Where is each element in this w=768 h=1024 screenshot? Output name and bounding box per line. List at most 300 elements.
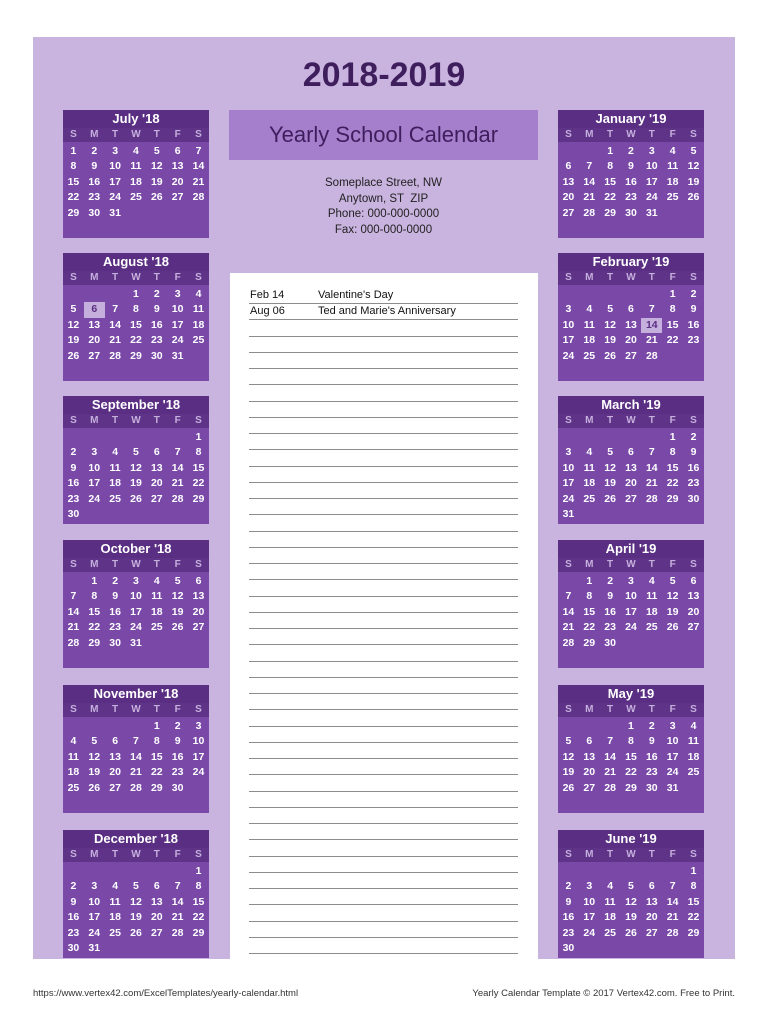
day-cell: 11 <box>109 895 121 908</box>
day-cell: 11 <box>67 750 79 763</box>
day-cell: 3 <box>91 880 98 893</box>
day-cell: 2 <box>91 145 98 157</box>
day-cell: 22 <box>130 334 142 347</box>
empty-day-cell <box>126 430 147 445</box>
empty-day-cell <box>641 430 662 445</box>
day-cell: 19 <box>67 334 80 347</box>
day-cell: 8 <box>690 880 697 893</box>
empty-day-cell <box>126 719 147 734</box>
day-grid <box>63 285 209 364</box>
weekday-letter: F <box>669 415 676 426</box>
weekday-letter: S <box>70 704 77 715</box>
weekday-header <box>63 848 209 862</box>
day-cell: 17 <box>625 605 637 618</box>
empty-day-cell <box>63 574 84 589</box>
month-name: March '19 <box>558 396 704 414</box>
day-cell: 2 <box>648 720 655 732</box>
day-cell: 8 <box>607 160 614 173</box>
day-cell: 23 <box>625 191 637 204</box>
day-cell: 1 <box>91 575 98 587</box>
day-cell: 3 <box>586 880 593 893</box>
weekday-letter: S <box>565 559 572 570</box>
day-cell: 26 <box>88 781 101 794</box>
blank-note-line <box>249 352 518 369</box>
day-cell: 16 <box>109 605 121 618</box>
day-cell: 8 <box>669 446 676 459</box>
day-cell: 18 <box>666 175 679 188</box>
day-cell: 3 <box>133 575 139 587</box>
day-cell: 17 <box>88 477 101 490</box>
day-cell: 4 <box>112 880 119 893</box>
day-cell: 28 <box>645 349 658 362</box>
day-cell: 8 <box>586 590 593 603</box>
month-name: June '19 <box>558 830 704 848</box>
day-cell: 12 <box>150 160 163 173</box>
day-cell: 18 <box>67 766 80 779</box>
day-cell: 6 <box>153 446 160 459</box>
day-cell: 2 <box>70 446 77 459</box>
day-cell: 22 <box>666 334 679 347</box>
empty-day-cell <box>600 430 621 445</box>
day-cell: 29 <box>666 492 679 505</box>
blank-note-line <box>249 758 518 775</box>
weekday-letter: T <box>607 129 614 140</box>
day-cell: 27 <box>583 781 596 794</box>
day-cell: 25 <box>583 349 596 362</box>
day-cell: 10 <box>666 735 679 748</box>
blank-note-line <box>249 433 518 450</box>
day-cell: 13 <box>687 590 700 603</box>
day-cell: 22 <box>88 621 101 634</box>
empty-day-cell <box>600 864 621 879</box>
weekday-letter: S <box>690 559 697 570</box>
weekday-letter: M <box>90 272 99 283</box>
weekday-letter: S <box>690 849 697 860</box>
weekday-letter: F <box>669 704 676 715</box>
month-name: April '19 <box>558 540 704 558</box>
day-cell: 9 <box>628 160 634 173</box>
day-cell: 13 <box>88 318 101 331</box>
calendar-title: Yearly School Calendar <box>229 110 538 160</box>
month-name: July '18 <box>63 110 209 128</box>
weekday-letter: T <box>112 849 119 860</box>
day-cell: 20 <box>645 911 658 924</box>
empty-day-cell <box>641 287 662 302</box>
day-cell: 29 <box>625 781 637 794</box>
day-cell: 14 <box>171 895 184 908</box>
blank-note-line <box>249 385 518 402</box>
day-cell: 20 <box>150 477 163 490</box>
day-grid <box>558 428 704 522</box>
day-cell: 17 <box>88 911 101 924</box>
weekday-letter: T <box>153 559 160 570</box>
day-cell: 24 <box>88 492 101 505</box>
weekday-letter: W <box>626 849 636 860</box>
day-cell: 3 <box>648 145 655 157</box>
day-cell: 26 <box>604 492 616 505</box>
empty-day-cell <box>579 864 600 879</box>
weekday-letter: M <box>90 415 99 426</box>
day-cell: 15 <box>666 461 679 474</box>
day-cell: 26 <box>687 191 700 204</box>
weekday-letter: M <box>585 129 594 140</box>
day-cell: 25 <box>109 492 121 505</box>
blank-note-line <box>249 336 518 353</box>
day-cell: 30 <box>171 781 184 794</box>
day-cell: 27 <box>192 621 205 634</box>
weekday-letter: T <box>153 704 160 715</box>
empty-day-cell <box>167 864 188 879</box>
day-grid <box>558 862 704 956</box>
day-cell: 4 <box>648 575 655 587</box>
day-cell: 23 <box>604 621 616 634</box>
day-cell: 7 <box>648 303 655 316</box>
day-cell: 20 <box>583 766 596 779</box>
day-cell: 1 <box>586 575 593 587</box>
day-cell: 1 <box>690 865 697 877</box>
weekday-letter: T <box>112 704 119 715</box>
blank-note-line <box>249 888 518 905</box>
day-cell: 19 <box>687 175 700 188</box>
day-cell: 5 <box>669 575 676 587</box>
day-cell: 29 <box>67 206 80 219</box>
day-cell: 11 <box>583 461 595 474</box>
day-cell: 2 <box>565 880 572 893</box>
event-row <box>249 303 518 320</box>
weekday-letter: F <box>669 272 676 283</box>
day-cell: 17 <box>583 911 596 924</box>
weekday-letter: T <box>112 272 119 283</box>
day-cell: 4 <box>669 145 676 157</box>
day-cell: 14 <box>171 461 184 474</box>
day-cell: 19 <box>130 911 142 924</box>
day-cell: 21 <box>192 175 205 188</box>
day-cell: 21 <box>666 911 679 924</box>
day-cell: 12 <box>67 318 80 331</box>
day-cell: 5 <box>133 446 139 459</box>
day-cell: 15 <box>67 175 80 188</box>
weekday-letter: F <box>174 129 181 140</box>
footer-url[interactable]: https://www.vertex42.com/ExcelTemplates/yearly-calendar.html <box>33 988 299 999</box>
month-name: January '19 <box>558 110 704 128</box>
address-fax: Fax: 000-000-0000 <box>334 223 433 236</box>
day-cell: 1 <box>669 431 676 443</box>
blank-note-line <box>249 645 518 662</box>
weekday-letter: S <box>70 415 77 426</box>
day-cell: 6 <box>628 303 634 316</box>
day-cell: 11 <box>192 303 205 316</box>
day-cell: 19 <box>666 605 679 618</box>
day-cell: 10 <box>625 590 637 603</box>
day-cell: 27 <box>171 191 184 204</box>
day-cell: 23 <box>171 766 184 779</box>
month-name: September '18 <box>63 396 209 414</box>
weekday-letter: T <box>112 415 119 426</box>
event-title: Valentine's Day <box>318 289 394 301</box>
day-cell: 26 <box>130 492 142 505</box>
empty-day-cell <box>579 430 600 445</box>
day-cell: 14 <box>67 605 80 618</box>
empty-day-cell <box>558 144 579 159</box>
day-cell: 23 <box>687 477 700 490</box>
month-calendar <box>558 540 704 668</box>
day-cell: 7 <box>607 735 614 748</box>
day-cell: 27 <box>687 621 700 634</box>
empty-day-cell <box>579 287 600 302</box>
day-cell: 30 <box>687 492 700 505</box>
day-cell: 28 <box>562 636 575 649</box>
weekday-letter: T <box>153 415 160 426</box>
day-cell: 24 <box>88 926 101 939</box>
day-cell: 21 <box>562 621 575 634</box>
weekday-letter: T <box>607 704 614 715</box>
day-cell: 7 <box>565 590 572 603</box>
day-cell: 10 <box>109 160 121 173</box>
day-cell: 19 <box>171 605 184 618</box>
day-cell: 28 <box>67 636 80 649</box>
day-cell: 1 <box>153 720 160 732</box>
day-cell: 10 <box>88 895 101 908</box>
blank-note-line <box>249 498 518 515</box>
day-cell: 8 <box>195 446 202 459</box>
day-cell: 19 <box>604 334 616 347</box>
day-cell: 31 <box>88 941 101 954</box>
weekday-letter: S <box>195 849 202 860</box>
weekday-letter: F <box>669 849 676 860</box>
empty-day-cell <box>621 864 642 879</box>
day-cell: 16 <box>150 318 163 331</box>
weekday-letter: T <box>607 559 614 570</box>
weekday-header <box>63 703 209 717</box>
day-cell: 13 <box>150 461 163 474</box>
blank-note-line <box>249 823 518 840</box>
weekday-header <box>63 414 209 428</box>
day-cell: 13 <box>562 175 575 188</box>
day-cell: 25 <box>130 191 142 204</box>
day-cell: 23 <box>88 191 101 204</box>
event-title: Ted and Marie's Anniversary <box>318 305 456 318</box>
day-cell: 30 <box>67 941 80 954</box>
weekday-letter: T <box>648 849 655 860</box>
month-name: October '18 <box>63 540 209 558</box>
day-cell: 14 <box>641 318 662 333</box>
month-calendar <box>558 396 704 524</box>
day-cell: 6 <box>195 575 202 587</box>
day-cell: 13 <box>150 895 163 908</box>
day-cell: 7 <box>586 160 593 173</box>
blank-note-line <box>249 547 518 564</box>
day-cell: 30 <box>562 941 575 954</box>
day-grid <box>558 572 704 651</box>
day-cell: 5 <box>133 880 139 893</box>
day-cell: 31 <box>171 349 184 362</box>
day-cell: 11 <box>667 160 679 173</box>
weekday-letter: S <box>195 272 202 283</box>
blank-note-line <box>249 450 518 467</box>
day-cell: 25 <box>67 781 80 794</box>
day-cell: 21 <box>67 621 80 634</box>
day-cell: 15 <box>687 895 700 908</box>
day-cell: 7 <box>195 145 202 157</box>
weekday-letter: T <box>648 129 655 140</box>
day-cell: 2 <box>174 720 181 732</box>
day-cell: 18 <box>583 334 596 347</box>
day-cell: 25 <box>192 334 205 347</box>
day-cell: 15 <box>150 750 163 763</box>
day-cell: 15 <box>666 318 679 331</box>
day-cell: 16 <box>687 461 700 474</box>
blank-note-line <box>249 775 518 792</box>
empty-day-cell <box>558 574 579 589</box>
blank-note-line <box>249 661 518 678</box>
day-cell: 30 <box>88 206 101 219</box>
day-cell: 19 <box>562 766 575 779</box>
weekday-letter: W <box>131 129 141 140</box>
day-cell: 29 <box>687 926 700 939</box>
month-calendar <box>63 396 209 524</box>
day-cell: 27 <box>645 926 658 939</box>
weekday-letter: S <box>690 415 697 426</box>
day-cell: 22 <box>625 766 637 779</box>
day-cell: 5 <box>91 735 98 748</box>
empty-day-cell <box>105 287 126 302</box>
day-cell: 11 <box>130 160 142 173</box>
blank-note-line <box>249 368 518 385</box>
day-cell: 4 <box>133 145 139 157</box>
day-cell: 12 <box>687 160 700 173</box>
month-calendar <box>63 685 209 813</box>
weekday-header <box>558 271 704 285</box>
day-cell: 26 <box>130 926 142 939</box>
weekday-letter: W <box>131 849 141 860</box>
day-cell: 22 <box>192 911 205 924</box>
day-cell: 17 <box>562 477 575 490</box>
weekday-letter: S <box>70 559 77 570</box>
day-cell: 15 <box>604 175 616 188</box>
day-cell: 2 <box>70 880 77 893</box>
day-cell: 18 <box>192 318 205 331</box>
day-cell: 26 <box>67 349 80 362</box>
day-cell: 26 <box>171 621 184 634</box>
day-cell: 18 <box>150 605 163 618</box>
day-cell: 3 <box>565 303 572 316</box>
day-cell: 3 <box>112 145 119 157</box>
day-cell: 24 <box>171 334 184 347</box>
weekday-letter: W <box>626 272 636 283</box>
day-cell: 29 <box>150 781 163 794</box>
day-cell: 16 <box>562 911 575 924</box>
day-cell: 17 <box>645 175 658 188</box>
day-cell: 18 <box>130 175 142 188</box>
weekday-header <box>558 848 704 862</box>
weekday-letter: F <box>174 849 181 860</box>
weekday-letter: F <box>669 129 676 140</box>
empty-day-cell <box>146 430 167 445</box>
day-cell: 27 <box>625 492 637 505</box>
day-cell: 9 <box>70 895 77 908</box>
weekday-letter: T <box>648 415 655 426</box>
month-name: November '18 <box>63 685 209 703</box>
day-cell: 17 <box>171 318 184 331</box>
empty-day-cell <box>621 287 642 302</box>
day-cell: 18 <box>109 911 121 924</box>
day-cell: 3 <box>91 446 98 459</box>
weekday-letter: S <box>565 415 572 426</box>
day-cell: 12 <box>604 318 616 331</box>
day-grid <box>558 142 704 221</box>
day-cell: 28 <box>604 781 616 794</box>
weekday-header <box>558 558 704 572</box>
blank-note-line <box>249 580 518 597</box>
weekday-letter: W <box>626 129 636 140</box>
day-cell: 15 <box>192 895 205 908</box>
weekday-letter: S <box>70 849 77 860</box>
month-calendar <box>558 253 704 381</box>
weekday-letter: W <box>626 704 636 715</box>
day-cell: 19 <box>625 911 637 924</box>
day-cell: 6 <box>628 446 634 459</box>
day-cell: 25 <box>687 766 700 779</box>
day-cell: 12 <box>625 895 637 908</box>
day-cell: 18 <box>109 477 121 490</box>
day-cell: 31 <box>666 781 679 794</box>
day-cell: 13 <box>625 461 637 474</box>
weekday-letter: M <box>585 704 594 715</box>
day-cell: 20 <box>109 766 121 779</box>
weekday-letter: F <box>669 559 676 570</box>
day-cell: 29 <box>583 636 596 649</box>
day-cell: 1 <box>195 431 202 443</box>
day-cell: 17 <box>109 175 121 188</box>
day-cell: 25 <box>666 191 679 204</box>
day-cell: 21 <box>604 766 616 779</box>
day-cell: 4 <box>70 735 77 748</box>
day-cell: 3 <box>565 446 572 459</box>
day-cell: 13 <box>583 750 596 763</box>
day-cell: 10 <box>645 160 658 173</box>
weekday-letter: T <box>607 849 614 860</box>
day-cell: 4 <box>195 288 202 300</box>
empty-day-cell <box>105 864 126 879</box>
day-cell: 8 <box>153 735 160 748</box>
day-cell: 7 <box>174 880 181 893</box>
day-cell: 23 <box>645 766 658 779</box>
blank-note-line <box>249 921 518 938</box>
day-cell: 17 <box>666 750 679 763</box>
day-cell: 31 <box>562 507 575 520</box>
day-cell: 7 <box>174 446 181 459</box>
day-cell: 8 <box>70 160 77 173</box>
day-cell: 5 <box>607 446 614 459</box>
day-cell: 30 <box>67 507 80 520</box>
day-cell: 9 <box>690 303 697 316</box>
weekday-letter: W <box>131 704 141 715</box>
weekday-header <box>558 703 704 717</box>
day-cell: 16 <box>67 911 80 924</box>
day-cell: 11 <box>151 590 163 603</box>
day-cell: 14 <box>604 750 616 763</box>
empty-day-cell <box>63 864 84 879</box>
weekday-letter: F <box>174 704 181 715</box>
weekday-letter: T <box>112 129 119 140</box>
day-cell: 28 <box>583 206 596 219</box>
day-cell: 29 <box>192 492 205 505</box>
day-cell: 1 <box>607 145 614 157</box>
blank-note-line <box>249 742 518 759</box>
day-cell: 14 <box>192 160 205 173</box>
day-cell: 8 <box>628 735 634 748</box>
day-cell: 30 <box>645 781 658 794</box>
